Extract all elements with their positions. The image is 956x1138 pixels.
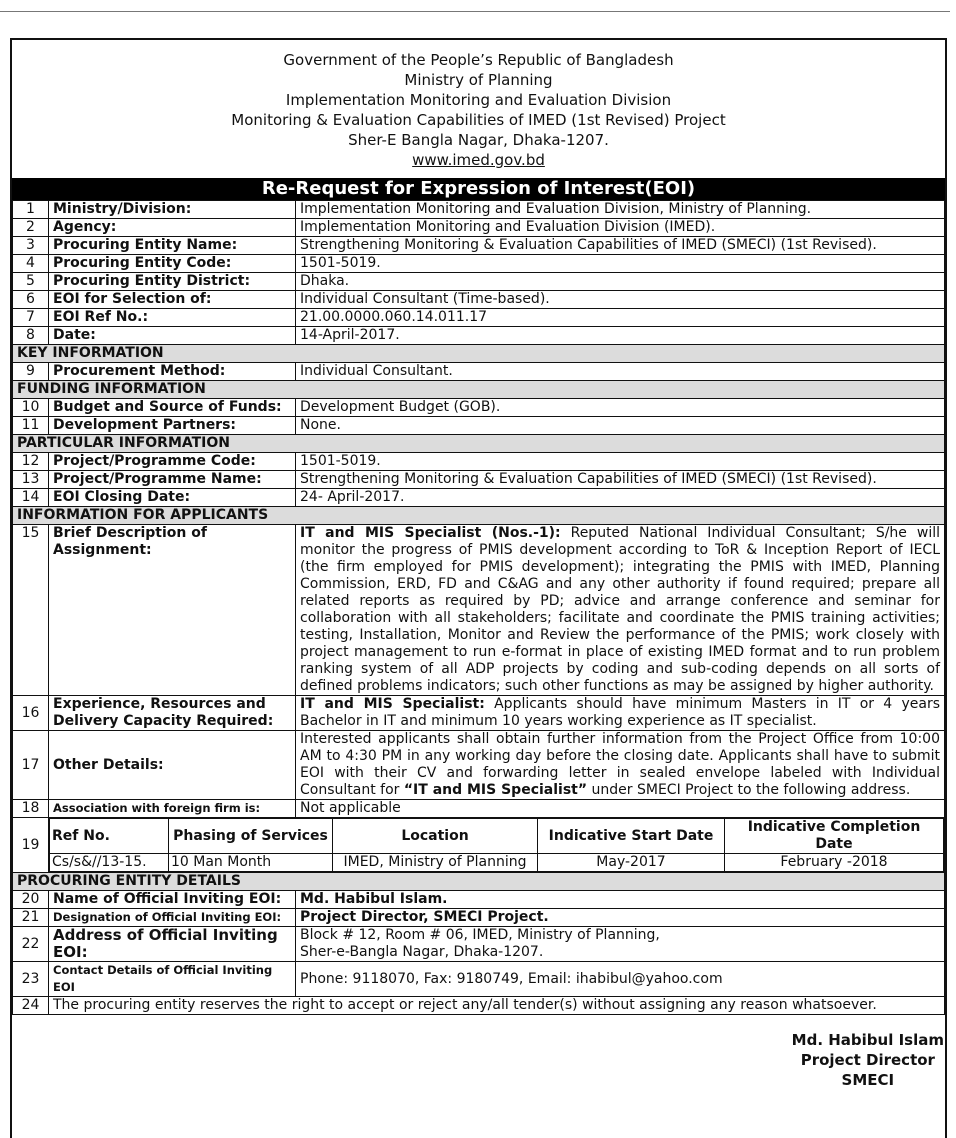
row-number: 20 xyxy=(13,891,49,909)
table-row xyxy=(13,237,945,255)
row-label: Procuring Entity District: xyxy=(49,273,296,291)
row-number: 11 xyxy=(13,417,49,435)
table-row xyxy=(13,489,945,507)
services-header-row xyxy=(50,819,944,854)
row-value: 21.00.0000.060.14.011.17 xyxy=(296,309,945,327)
header-line-4: Monitoring & Evaluation Capabilities of IMED (1st Revised) Project xyxy=(231,111,726,129)
header-line-2: Ministry of Planning xyxy=(404,71,553,89)
other-details-text-1: Interested applicants shall obtain further information from the Project Office from 10:00 AM to 4:30 PM in any working day before the closing date. Applicants shall have to submit EOI with their CV and forwarding letter in sealed envelope labeled with Individual Consultant for xyxy=(300,731,940,798)
other-details-text-2: under SMECI Project to the following address. xyxy=(587,782,911,798)
row-number: 23 xyxy=(13,962,49,997)
row-number: 13 xyxy=(13,471,49,489)
row-value: 1501-5019. xyxy=(296,255,945,273)
table-row xyxy=(13,201,945,219)
assignment-description xyxy=(296,525,945,696)
row-number: 21 xyxy=(13,909,49,927)
row-value: Strengthening Monitoring & Evaluation Capabilities of IMED (SMECI) (1st Revised). xyxy=(296,471,945,489)
ref-no: Cs/s&//13-15. xyxy=(50,854,169,872)
row-value: 24- April-2017. xyxy=(296,489,945,507)
row-number: 5 xyxy=(13,273,49,291)
row-label: Procurement Method: xyxy=(49,363,296,381)
section-particular: PARTICULAR INFORMATION xyxy=(13,435,945,453)
row-label: Procuring Entity Name: xyxy=(49,237,296,255)
experience-requirement xyxy=(296,696,945,731)
official-address xyxy=(296,927,945,962)
row-value: 1501-5019. xyxy=(296,453,945,471)
assignment-title: IT and MIS Specialist (Nos.-1): xyxy=(300,525,561,541)
address-line-2: Sher-e-Bangla Nagar, Dhaka-1207. xyxy=(300,944,544,960)
assignment-text: Reputed National Individual Consultant; S/he will monitor the progress of PMIS development according to ToR & Inception Report of IECL (the firm employed for PMIS development); integrating the PMIS with IMED, Planning Commission, ERD, FD and C&AG and any other authority if found required; prepare all related reports as required by PD; advice and arrange conference and seminar for collaboration with all stakeholders; facilitate and coordinate the PMIS training activities; testing, Installation, Monitor and Review the performance of the PMIS; work closely with project management to run e-format in place of existing IMED format and to run problem ranking system of all ADP projects by coding and sub-coding depends on all sorts of defined problems indicators; such other functions as may be assigned by higher authority. xyxy=(300,525,940,694)
row-label: Budget and Source of Funds: xyxy=(49,399,296,417)
website-link[interactable]: www.imed.gov.bd xyxy=(412,151,545,169)
section-applicants: INFORMATION FOR APPLICANTS xyxy=(13,507,945,525)
row-number: 7 xyxy=(13,309,49,327)
row-label: EOI Closing Date: xyxy=(49,489,296,507)
row-label: Contact Details of Official Inviting EOI xyxy=(49,962,296,997)
section-funding: FUNDING INFORMATION xyxy=(13,381,945,399)
row-number: 12 xyxy=(13,453,49,471)
other-details xyxy=(296,731,945,800)
table-row xyxy=(13,891,945,909)
row-value: Dhaka. xyxy=(296,273,945,291)
table-row xyxy=(13,927,945,962)
services-cell xyxy=(49,818,945,873)
row-label: EOI for Selection of: xyxy=(49,291,296,309)
table-row xyxy=(13,962,945,997)
section-header xyxy=(13,873,945,891)
signatory-name: Md. Habibul Islam xyxy=(791,1031,944,1049)
row-label: Agency: xyxy=(49,219,296,237)
row-label: Development Partners: xyxy=(49,417,296,435)
table-row xyxy=(13,696,945,731)
signatory-title: Project Director xyxy=(800,1051,935,1069)
completion-date: February -2018 xyxy=(725,854,944,872)
section-header xyxy=(13,435,945,453)
letterhead xyxy=(12,40,945,178)
row-label: Project/Programme Code: xyxy=(49,453,296,471)
row-value: Individual Consultant. xyxy=(296,363,945,381)
other-details-bold: “IT and MIS Specialist” xyxy=(403,782,588,798)
header-completion-date: Indicative Completion Date xyxy=(725,819,944,854)
row-number: 22 xyxy=(13,927,49,962)
row-value: None. xyxy=(296,417,945,435)
row-number: 18 xyxy=(13,800,49,818)
location: IMED, Ministry of Planning xyxy=(333,854,538,872)
row-number: 1 xyxy=(13,201,49,219)
table-row xyxy=(13,417,945,435)
row-value: Development Budget (GOB). xyxy=(296,399,945,417)
row-label: Association with foreign firm is: xyxy=(49,800,296,818)
table-row xyxy=(13,291,945,309)
row-number: 14 xyxy=(13,489,49,507)
table-row xyxy=(13,327,945,345)
row-value: Implementation Monitoring and Evaluation Division (IMED). xyxy=(296,219,945,237)
table-row xyxy=(13,219,945,237)
header-line-3: Implementation Monitoring and Evaluation Division xyxy=(285,91,672,109)
table-row xyxy=(13,731,945,800)
row-value: Individual Consultant (Time-based). xyxy=(296,291,945,309)
row-number: 24 xyxy=(13,997,49,1015)
signature-block xyxy=(792,1030,944,1090)
row-label: Procuring Entity Code: xyxy=(49,255,296,273)
contact-details: Phone: 9118070, Fax: 9180749, Email: ihabibul@yahoo.com xyxy=(296,962,945,997)
header-ref-no: Ref No. xyxy=(50,819,169,854)
row-number: 17 xyxy=(13,731,49,800)
row-label: Project/Programme Name: xyxy=(49,471,296,489)
table-row xyxy=(13,818,945,873)
section-header xyxy=(13,345,945,363)
official-name: Md. Habibul Islam. xyxy=(296,891,945,909)
table-row xyxy=(13,309,945,327)
row-label: Brief Description of Assignment: xyxy=(49,525,296,696)
eoi-table xyxy=(12,200,945,1015)
services-value-row xyxy=(50,854,944,872)
experience-title: IT and MIS Specialist: xyxy=(300,696,485,712)
table-row xyxy=(13,471,945,489)
row-label: Designation of Official Inviting EOI: xyxy=(49,909,296,927)
row-value: Implementation Monitoring and Evaluation Division, Ministry of Planning. xyxy=(296,201,945,219)
row-label: Date: xyxy=(49,327,296,345)
row-number: 8 xyxy=(13,327,49,345)
header-phasing: Phasing of Services xyxy=(169,819,333,854)
table-row xyxy=(13,453,945,471)
services-table xyxy=(49,818,944,872)
row-number: 9 xyxy=(13,363,49,381)
row-number: 19 xyxy=(13,818,49,873)
start-date: May-2017 xyxy=(538,854,725,872)
phasing: 10 Man Month xyxy=(169,854,333,872)
row-label: Name of Official Inviting EOI: xyxy=(49,891,296,909)
address-line-1: Block # 12, Room # 06, IMED, Ministry of Planning, xyxy=(300,927,660,943)
row-number: 4 xyxy=(13,255,49,273)
row-number: 2 xyxy=(13,219,49,237)
header-line-1: Government of the People’s Republic of Bangladesh xyxy=(283,51,674,69)
row-number: 6 xyxy=(13,291,49,309)
table-row xyxy=(13,399,945,417)
row-number: 16 xyxy=(13,696,49,731)
section-header xyxy=(13,507,945,525)
notice-title: Re-Request for Expression of Interest(EOI) xyxy=(12,178,945,200)
signatory-org: SMECI xyxy=(841,1071,895,1089)
row-label: Ministry/Division: xyxy=(49,201,296,219)
table-row xyxy=(13,997,945,1015)
row-value: Not applicable xyxy=(296,800,945,818)
table-row xyxy=(13,909,945,927)
row-number: 15 xyxy=(13,525,49,696)
table-row xyxy=(13,273,945,291)
header-line-5: Sher-E Bangla Nagar, Dhaka-1207. xyxy=(348,131,609,149)
section-procuring: PROCURING ENTITY DETAILS xyxy=(13,873,945,891)
experience-text: Applicants should have minimum Masters in IT or 4 years Bachelor in IT and minimum 10 years working experience as IT specialist. xyxy=(300,696,940,729)
table-row xyxy=(13,363,945,381)
section-key: KEY INFORMATION xyxy=(13,345,945,363)
official-designation: Project Director, SMECI Project. xyxy=(296,909,945,927)
row-number: 3 xyxy=(13,237,49,255)
row-label: Address of Official Inviting EOI: xyxy=(49,927,296,962)
reservation-clause: The procuring entity reserves the right to accept or reject any/all tender(s) without assigning any reason whatsoever. xyxy=(49,997,945,1015)
header-start-date: Indicative Start Date xyxy=(538,819,725,854)
top-rule xyxy=(0,11,950,12)
eoi-notice xyxy=(10,38,947,1138)
section-header xyxy=(13,381,945,399)
table-row xyxy=(13,525,945,696)
table-row xyxy=(13,800,945,818)
row-number: 10 xyxy=(13,399,49,417)
header-location: Location xyxy=(333,819,538,854)
row-label: Experience, Resources and Delivery Capacity Required: xyxy=(49,696,296,731)
row-value: Strengthening Monitoring & Evaluation Capabilities of IMED (SMECI) (1st Revised). xyxy=(296,237,945,255)
row-label: EOI Ref No.: xyxy=(49,309,296,327)
table-row xyxy=(13,255,945,273)
row-value: 14-April-2017. xyxy=(296,327,945,345)
row-label: Other Details: xyxy=(49,731,296,800)
